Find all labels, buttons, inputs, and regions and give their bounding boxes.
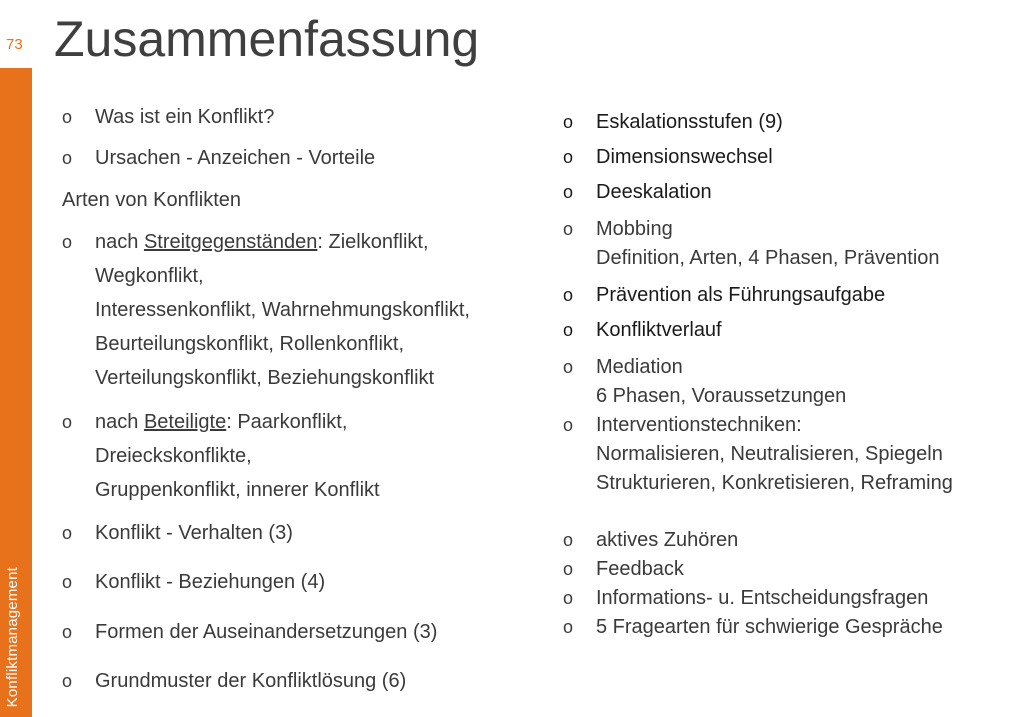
rest: : Zielkonflikt, (317, 231, 429, 253)
bullet: o (563, 320, 574, 340)
right-item-7-line-2: 6 Phasen, Voraussetzungen (596, 385, 847, 407)
bullet: o (563, 147, 574, 167)
right-item-12-text: 5 Fragearten für schwierige Gespräche (596, 616, 943, 638)
left-item-2-text: Ursachen - Anzeichen - Vorteile (95, 147, 376, 169)
bullet: o (563, 182, 574, 202)
bullet: o (563, 112, 574, 132)
bullet: o (62, 412, 73, 432)
left-item-4-text (95, 408, 380, 505)
page-number: 73 (6, 36, 23, 53)
sidebar-bar (0, 68, 32, 717)
bullet: o (563, 530, 574, 550)
right-item-11-text: Informations- u. Entscheidungsfragen (596, 587, 929, 609)
right-item-10-text: Feedback (596, 558, 684, 580)
left-heading (62, 186, 241, 215)
rest: : Paarkonflikt, (226, 411, 348, 433)
right-item-4-text (596, 215, 940, 273)
right-item-2-text: Dimensionswechsel (596, 146, 773, 168)
slide-title: Zusammenfassung (54, 11, 480, 67)
prefix: nach (95, 231, 144, 253)
right-item-8-line-2: Normalisieren, Neutralisieren, Spiegeln (596, 443, 943, 465)
bullet: o (563, 219, 574, 239)
bullet: o (563, 285, 574, 305)
right-item-6-text: Konfliktverlauf (596, 319, 722, 341)
left-item-4-line-3: Gruppenkonflikt, innerer Konflikt (95, 479, 380, 501)
bullet: o (563, 588, 574, 608)
sidebar-label: Konfliktmanagement (4, 566, 21, 707)
left-item-4-line-1 (95, 408, 380, 437)
left-item-3-line-4: Beurteilungskonflikt, Rollenkonflikt, (95, 333, 405, 355)
bullet: o (62, 148, 73, 168)
bullet: o (62, 232, 73, 252)
bullet: o (563, 559, 574, 579)
underlined-term: Streitgegenständen (143, 231, 318, 253)
left-item-3-text (95, 228, 470, 393)
left-item-7-text: Formen der Auseinandersetzungen (3) (95, 621, 438, 643)
prefix: nach (95, 411, 144, 433)
left-item-3-line-3: Interessenkonflikt, Wahrnehmungskonflikt, (95, 299, 470, 321)
right-item-1-text: Eskalationsstufen (9) (596, 111, 783, 133)
left-item-4-line-2: Dreieckskonflikte, (95, 445, 252, 467)
bullet: o (62, 622, 73, 642)
bullet: o (563, 415, 574, 435)
left-item-3-line-5: Verteilungskonflikt, Beziehungskonflikt (95, 367, 435, 389)
right-item-5-text: Prävention als Führungsaufgabe (596, 284, 886, 306)
right-item-4-line-1: Mobbing (596, 218, 673, 240)
section-heading: Arten von Konflikten (62, 189, 241, 211)
right-item-8-line-1: Interventionstechniken: (596, 414, 802, 436)
right-item-8-text (596, 411, 953, 498)
left-item-3-line-1 (95, 228, 470, 257)
left-item-6-text: Konflikt - Beziehungen (4) (95, 571, 326, 593)
left-item-3-line-2: Wegkonflikt, (95, 265, 204, 287)
bullet: o (62, 523, 73, 543)
right-item-3-text: Deeskalation (596, 181, 712, 203)
right-item-7-line-1: Mediation (596, 356, 683, 378)
right-item-7-text (596, 353, 846, 411)
bullet: o (563, 357, 574, 377)
underlined-term: Beteiligte (143, 411, 227, 433)
right-item-8-line-3: Strukturieren, Konkretisieren, Reframing (596, 472, 953, 494)
bullet: o (62, 671, 73, 691)
bullet: o (563, 617, 574, 637)
left-item-8-text: Grundmuster der Konfliktlösung (6) (95, 670, 407, 692)
right-item-4-line-2: Definition, Arten, 4 Phasen, Prävention (596, 247, 940, 269)
left-item-5-text: Konflikt - Verhalten (3) (95, 522, 293, 544)
left-item-1-text: Was ist ein Konflikt? (95, 106, 275, 128)
bullet: o (62, 572, 73, 592)
right-item-9-text: aktives Zuhören (596, 529, 739, 551)
bullet: o (62, 107, 73, 127)
